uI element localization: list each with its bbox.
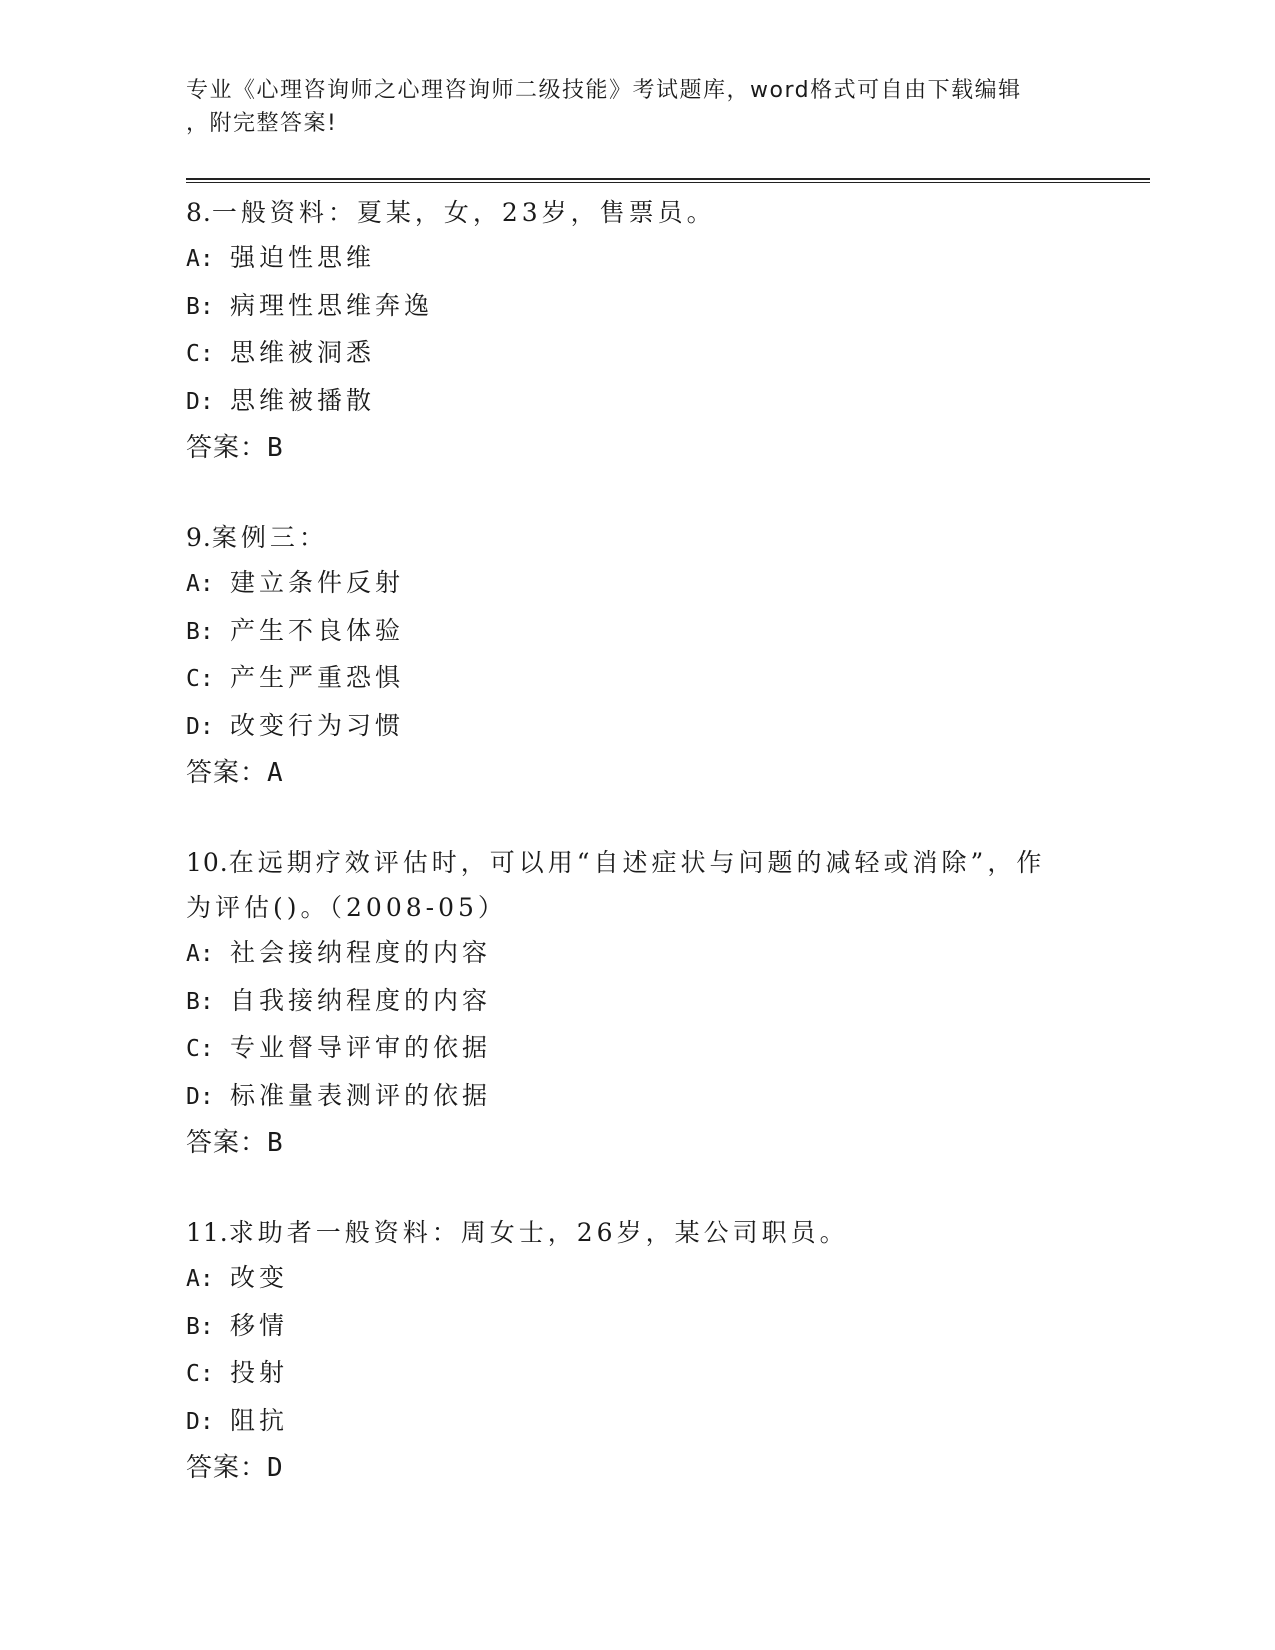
answer-line: [186, 1445, 1086, 1491]
option-key: C:: [186, 666, 214, 692]
option-text: 社会接纳程度的内容: [230, 938, 492, 967]
answer-line: [186, 1120, 1086, 1166]
option-key: D:: [186, 1083, 214, 1110]
option-b: [186, 978, 1086, 1026]
question-9: [186, 515, 1086, 796]
option-a: [186, 930, 1086, 978]
option-key: A:: [186, 941, 214, 967]
question-text: 在远期疗效评估时，可以用“自述症状与问题的减轻或消除”，作: [228, 848, 1046, 877]
option-a: [186, 560, 1086, 608]
option-c: [186, 1025, 1086, 1073]
option-key: C:: [186, 1361, 214, 1387]
question-stem: [186, 840, 1086, 885]
option-b: [186, 283, 1086, 331]
answer-value: A: [267, 758, 284, 788]
question-text: 求助者一般资料：周女士，26岁，某公司职员。: [228, 1218, 849, 1247]
question-number: 11.: [186, 1218, 229, 1247]
option-text: 改变: [230, 1263, 289, 1292]
option-a: [186, 1255, 1086, 1303]
option-key: B:: [186, 618, 214, 645]
option-c: [186, 330, 1086, 378]
option-text: 阻抗: [230, 1405, 289, 1435]
option-text: 产生严重恐惧: [230, 663, 405, 692]
question-number: 9.: [186, 523, 212, 552]
option-key: B:: [186, 293, 214, 320]
answer-value: B: [267, 1128, 284, 1158]
option-b: [186, 608, 1086, 656]
header-title-line-2: ，附完整答案!: [186, 111, 338, 136]
option-b: [186, 1303, 1086, 1351]
option-text: 思维被洞悉: [230, 338, 376, 367]
document-header: [186, 74, 1086, 140]
header-divider-bottom: [186, 182, 1150, 183]
answer-label: 答案：: [186, 1453, 268, 1483]
answer-line: [186, 750, 1086, 796]
option-text: 专业督导评审的依据: [230, 1033, 492, 1062]
option-text: 思维被播散: [230, 385, 376, 415]
question-stem-continued: 为评估()。（2008-05）: [186, 893, 507, 922]
question-8: [186, 190, 1086, 471]
question-number: 8.: [186, 198, 212, 227]
question-text: 一般资料：夏某，女，23岁，售票员。: [211, 198, 716, 227]
option-key: B:: [186, 1313, 214, 1340]
option-key: A:: [186, 571, 214, 597]
option-text: 病理性思维奔逸: [230, 290, 434, 320]
question-text: 案例三：: [211, 523, 328, 552]
answer-value: B: [267, 433, 284, 463]
option-text: 建立条件反射: [230, 568, 405, 597]
option-key: D:: [186, 388, 214, 415]
question-stem: [186, 1210, 1086, 1255]
option-text: 产生不良体验: [230, 615, 405, 645]
option-key: D:: [186, 713, 214, 740]
answer-label: 答案：: [186, 1128, 268, 1158]
option-text: 自我接纳程度的内容: [230, 985, 492, 1015]
option-c: [186, 1350, 1086, 1398]
option-d: [186, 1398, 1086, 1446]
option-text: 标准量表测评的依据: [230, 1080, 492, 1110]
option-d: [186, 703, 1086, 751]
option-d: [186, 378, 1086, 426]
option-key: B:: [186, 988, 214, 1015]
option-text: 改变行为习惯: [230, 710, 405, 740]
header-title-line-1: 专业《心理咨询师之心理咨询师二级技能》考试题库，word格式可自由下载编辑: [186, 78, 1022, 103]
option-text: 移情: [230, 1310, 289, 1340]
option-d: [186, 1073, 1086, 1121]
question-10: [186, 840, 1086, 1166]
option-key: A:: [186, 1266, 214, 1292]
option-text: 投射: [230, 1358, 289, 1387]
answer-label: 答案：: [186, 758, 268, 788]
question-11: [186, 1210, 1086, 1491]
answer-label: 答案：: [186, 433, 268, 463]
option-c: [186, 655, 1086, 703]
option-key: A:: [186, 246, 214, 272]
option-a: [186, 235, 1086, 283]
option-key: D:: [186, 1408, 214, 1435]
question-stem: [186, 515, 1086, 560]
question-number: 10.: [186, 848, 229, 877]
header-divider-top: [186, 178, 1150, 180]
answer-line: [186, 425, 1086, 471]
option-text: 强迫性思维: [230, 243, 376, 272]
answer-value: D: [267, 1453, 284, 1483]
option-key: C:: [186, 341, 214, 367]
question-list: [186, 190, 1086, 1535]
option-key: C:: [186, 1036, 214, 1062]
question-stem: [186, 190, 1086, 235]
